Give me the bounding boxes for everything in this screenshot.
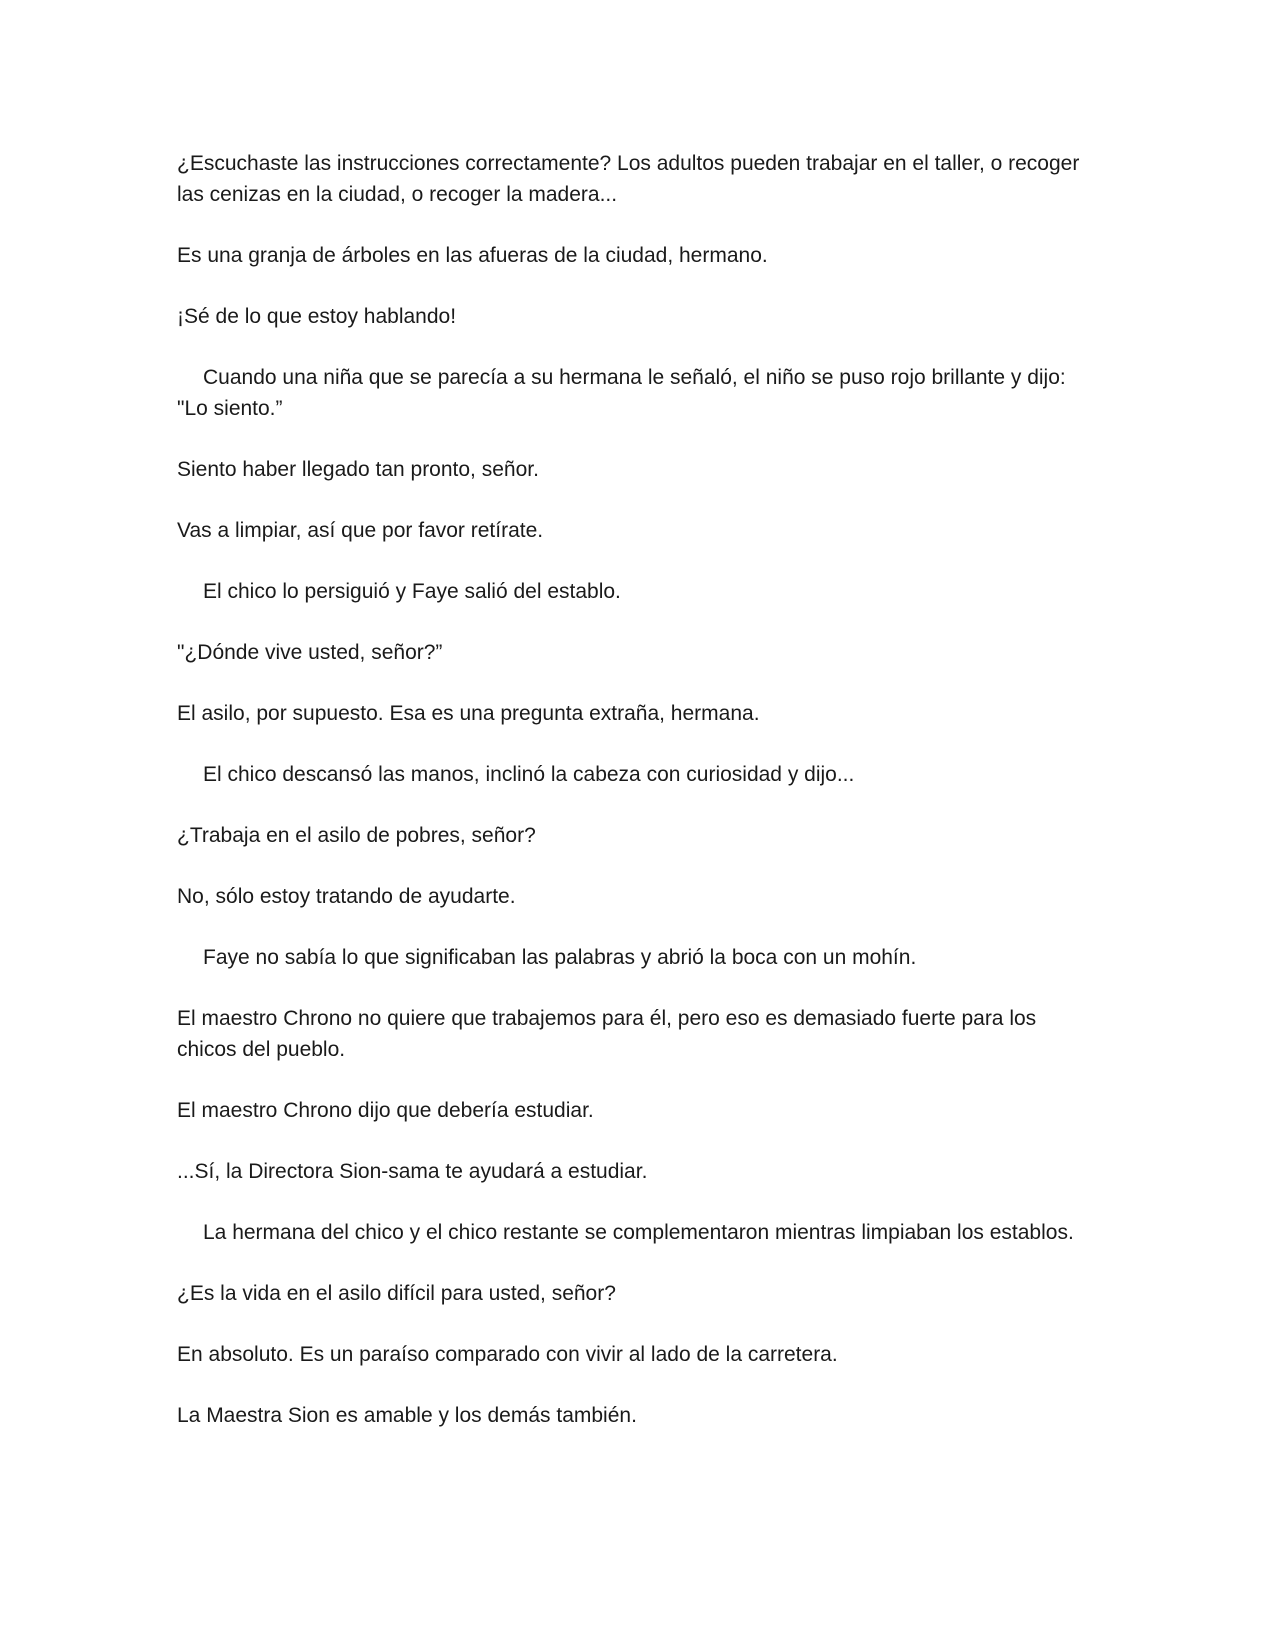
paragraph: Es una granja de árboles en las afueras de la ciudad, hermano.: [177, 244, 768, 267]
paragraph: ¡Sé de lo que estoy hablando!: [177, 305, 457, 328]
paragraph: El maestro Chrono no quiere que trabajemos para él, pero eso es demasiado fuerte para los chicos del pueblo.: [177, 1007, 1037, 1061]
narration-paragraph: La hermana del chico y el chico restante se complementaron mientras limpiaban los establos.: [203, 1221, 1074, 1244]
paragraph: ¿Escuchaste las instrucciones correctamente? Los adultos pueden trabajar en el taller, o recoger las cenizas en la ciudad, o recoger la madera...: [177, 152, 1080, 206]
paragraph: En absoluto. Es un paraíso comparado con vivir al lado de la carretera.: [177, 1343, 838, 1366]
paragraph: ¿Trabaja en el asilo de pobres, señor?: [177, 824, 536, 847]
paragraph: Vas a limpiar, así que por favor retírate.: [177, 519, 544, 542]
narration-paragraph: Faye no sabía lo que significaban las palabras y abrió la boca con un mohín.: [203, 946, 917, 969]
narration-paragraph: El chico lo persiguió y Faye salió del establo.: [203, 580, 621, 603]
paragraph: "¿Dónde vive usted, señor?”: [177, 641, 443, 664]
paragraph: La Maestra Sion es amable y los demás también.: [177, 1404, 637, 1427]
paragraph: El maestro Chrono dijo que debería estudiar.: [177, 1099, 594, 1122]
paragraph: El asilo, por supuesto. Esa es una pregunta extraña, hermana.: [177, 702, 760, 725]
paragraph: ¿Es la vida en el asilo difícil para usted, señor?: [177, 1282, 616, 1305]
paragraph: No, sólo estoy tratando de ayudarte.: [177, 885, 516, 908]
paragraph: ...Sí, la Directora Sion-sama te ayudará a estudiar.: [177, 1160, 648, 1183]
narration-paragraph: El chico descansó las manos, inclinó la cabeza con curiosidad y dijo...: [203, 763, 855, 786]
paragraph: Siento haber llegado tan pronto, señor.: [177, 458, 539, 481]
document-body: [177, 148, 1097, 1461]
narration-paragraph: Cuando una niña que se parecía a su hermana le señaló, el niño se puso rojo brillante y dijo: "Lo siento.”: [177, 366, 1066, 420]
